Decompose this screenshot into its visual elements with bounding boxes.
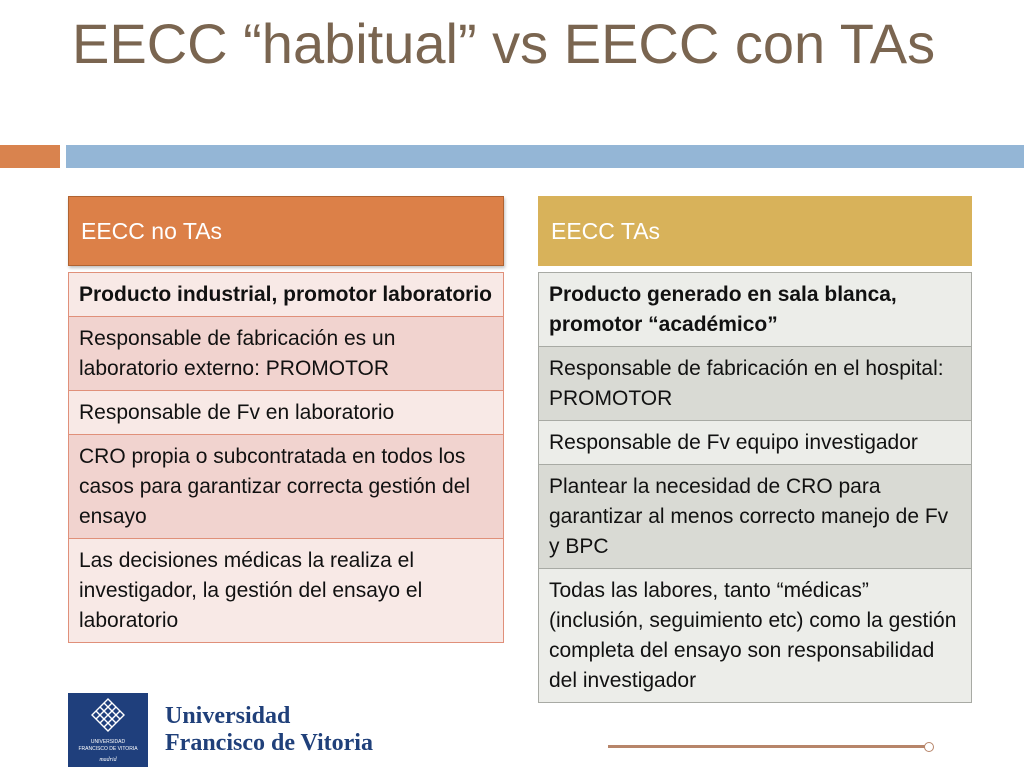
- accent-bar-blue: [66, 145, 1024, 168]
- accent-bar-orange: [0, 145, 60, 168]
- table-cell: Producto industrial, promotor laboratorio: [69, 273, 504, 317]
- university-logo-icon: [68, 693, 148, 767]
- table-row: [539, 347, 972, 421]
- table-row: [69, 539, 504, 643]
- table-cell: Responsable de Fv equipo investigador: [539, 421, 972, 465]
- table-cell: Plantear la necesidad de CRO para garantizar al menos correcto manejo de Fv y BPC: [539, 465, 972, 569]
- table-cell: Todas las labores, tanto “médicas” (inclusión, seguimiento etc) como la gestión completa del ensayo son responsabilidad del investigador: [539, 569, 972, 703]
- slide-title: EECC “habitual” vs EECC con TAs: [72, 12, 936, 75]
- table-row: [69, 391, 504, 435]
- table-row: [539, 421, 972, 465]
- table-row: [69, 317, 504, 391]
- comparison-table-no-tas: [68, 272, 504, 643]
- svg-text:FRANCISCO DE VITORIA: FRANCISCO DE VITORIA: [78, 746, 138, 752]
- table-row: [539, 569, 972, 703]
- university-name-line1: Universidad: [165, 703, 291, 729]
- table-cell: Responsable de Fv en laboratorio: [69, 391, 504, 435]
- comparison-table-tas: [538, 272, 972, 703]
- table-row: [539, 465, 972, 569]
- column-header-no-tas: EECC no TAs: [68, 196, 504, 266]
- svg-text:UNIVERSIDAD: UNIVERSIDAD: [90, 739, 126, 745]
- university-name-line2: Francisco de Vitoria: [165, 730, 373, 756]
- table-cell: Responsable de fabricación en el hospital: PROMOTOR: [539, 347, 972, 421]
- decorative-dot: [924, 742, 934, 752]
- column-eecc-no-tas: [68, 196, 504, 643]
- table-row: [69, 273, 504, 317]
- table-row: [539, 273, 972, 347]
- table-cell: CRO propia o subcontratada en todos los casos para garantizar correcta gestión del ensayo: [69, 435, 504, 539]
- table-row: [69, 435, 504, 539]
- column-eecc-tas: [538, 196, 972, 703]
- decorative-line: [608, 745, 930, 748]
- university-name: [165, 703, 373, 757]
- svg-text:madrid: madrid: [99, 757, 117, 763]
- table-cell: Producto generado en sala blanca, promotor “académico”: [539, 273, 972, 347]
- column-header-tas: EECC TAs: [538, 196, 972, 266]
- table-cell: Las decisiones médicas la realiza el investigador, la gestión del ensayo el laboratorio: [69, 539, 504, 643]
- table-cell: Responsable de fabricación es un laboratorio externo: PROMOTOR: [69, 317, 504, 391]
